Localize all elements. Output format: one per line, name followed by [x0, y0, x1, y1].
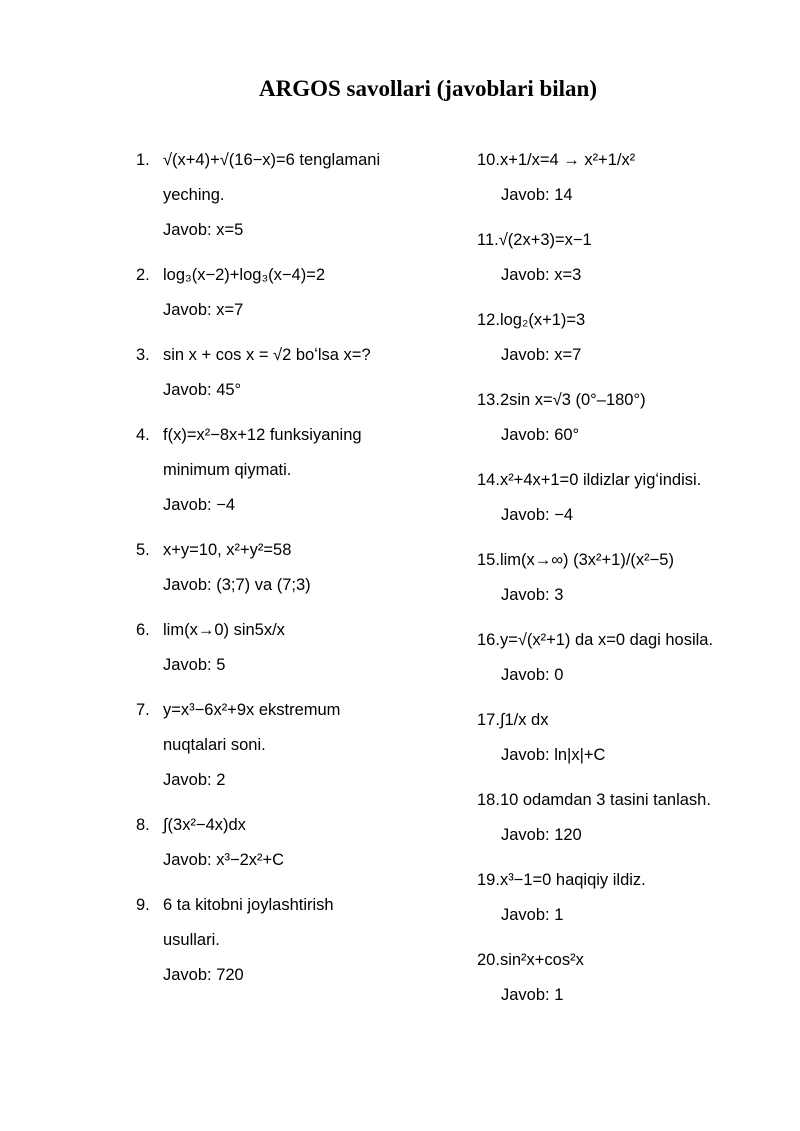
answer-text: Javob: 3: [501, 586, 564, 604]
question-text: x+1/x=4 → x²+1/x²: [499, 151, 636, 169]
question-text: ∫(3x²−4x)dx: [163, 816, 246, 834]
answer-text: Javob: x=3: [501, 266, 582, 284]
question-number: 16.: [477, 631, 500, 649]
answer-text: Javob: 1: [501, 906, 564, 924]
question-number: 17.: [477, 711, 500, 729]
question-number: 20.: [477, 951, 500, 969]
answer-text: Javob: 5: [163, 656, 226, 674]
question-item: [136, 338, 436, 408]
question-text: log₂(x+1)=3: [499, 311, 586, 329]
question-text: 6 ta kitobni joylashtirish: [163, 896, 334, 914]
question-number: 18.: [477, 791, 500, 809]
question-item: [477, 783, 777, 853]
question-number: 13.: [477, 391, 500, 409]
question-item: [477, 303, 777, 373]
question-item: [477, 383, 777, 453]
question-item: [136, 693, 436, 798]
question-item: [136, 533, 436, 603]
answer-text: Javob: 45°: [163, 381, 242, 399]
answer-text: Javob: 0: [501, 666, 564, 684]
answer-text: Javob: x=5: [163, 221, 244, 239]
question-item: [136, 418, 436, 523]
answer-text: Javob: ln|x|+C: [501, 746, 606, 764]
question-text-continued: yeching.: [163, 186, 225, 204]
question-number: 14.: [477, 471, 500, 489]
answer-text: Javob: (3;7) va (7;3): [163, 576, 311, 594]
question-number: 12.: [477, 311, 500, 329]
question-item: [136, 143, 436, 248]
question-text: 10 odamdan 3 tasini tanlash.: [499, 791, 711, 809]
question-item: [477, 543, 777, 613]
question-text: 2sin x=√3 (0°–180°): [499, 391, 646, 409]
question-text: lim(x→∞) (3x²+1)/(x²−5): [499, 551, 674, 569]
question-number: 3.: [136, 346, 150, 364]
question-text: √(2x+3)=x−1: [498, 231, 592, 249]
question-item: [477, 943, 777, 1013]
question-number: 11.: [477, 231, 499, 249]
answer-text: Javob: x=7: [163, 301, 244, 319]
question-number: 2.: [136, 266, 150, 284]
question-number: 6.: [136, 621, 150, 639]
question-text: sin²x+cos²x: [499, 951, 584, 969]
question-text: √(x+4)+√(16−x)=6 tenglamani: [163, 151, 381, 169]
question-item: [477, 223, 777, 293]
question-text-continued: minimum qiymati.: [163, 461, 292, 479]
question-text: x³−1=0 haqiqiy ildiz.: [499, 871, 646, 889]
answer-text: Javob: −4: [501, 506, 574, 524]
question-item: [477, 463, 777, 533]
document-title: ARGOS savollari (javoblari bilan): [259, 76, 597, 101]
question-item: [136, 613, 436, 683]
question-text: x²+4x+1=0 ildizlar yigʻindisi.: [499, 471, 702, 489]
answer-text: Javob: 2: [163, 771, 226, 789]
questions-column-right: [477, 143, 777, 1023]
question-text: sin x + cos x = √2 boʻlsa x=?: [163, 346, 371, 364]
question-number: 7.: [136, 701, 150, 719]
question-text: log₃(x−2)+log₃(x−4)=2: [163, 266, 326, 284]
answer-text: Javob: 720: [163, 966, 244, 984]
question-text: x+y=10, x²+y²=58: [163, 541, 292, 559]
question-text: y=x³−6x²+9x ekstremum: [163, 701, 341, 719]
answer-text: Javob: x³−2x²+C: [163, 851, 285, 869]
answer-text: Javob: −4: [163, 496, 236, 514]
answer-text: Javob: 1: [501, 986, 564, 1004]
answer-text: Javob: x=7: [501, 346, 582, 364]
question-text: y=√(x²+1) da x=0 dagi hosila.: [499, 631, 714, 649]
question-number: 10.: [477, 151, 500, 169]
answer-text: Javob: 120: [501, 826, 582, 844]
question-number: 15.: [477, 551, 500, 569]
question-number: 19.: [477, 871, 500, 889]
answer-text: Javob: 60°: [501, 426, 580, 444]
question-number: 9.: [136, 896, 150, 914]
question-item: [136, 808, 436, 878]
question-item: [136, 258, 436, 328]
question-number: 8.: [136, 816, 150, 834]
question-text: f(x)=x²−8x+12 funksiyaning: [163, 426, 362, 444]
questions-column-left: [136, 143, 436, 1003]
question-number: 4.: [136, 426, 150, 444]
question-item: [477, 143, 777, 213]
question-text: ∫1/x dx: [499, 711, 549, 729]
question-text-continued: usullari.: [163, 931, 220, 949]
question-item: [477, 623, 777, 693]
question-text-continued: nuqtalari soni.: [163, 736, 266, 754]
question-number: 1.: [136, 151, 150, 169]
question-text: lim(x→0) sin5x/x: [163, 621, 285, 639]
answer-text: Javob: 14: [501, 186, 573, 204]
question-item: [136, 888, 436, 993]
question-item: [477, 863, 777, 933]
question-item: [477, 703, 777, 773]
question-number: 5.: [136, 541, 150, 559]
